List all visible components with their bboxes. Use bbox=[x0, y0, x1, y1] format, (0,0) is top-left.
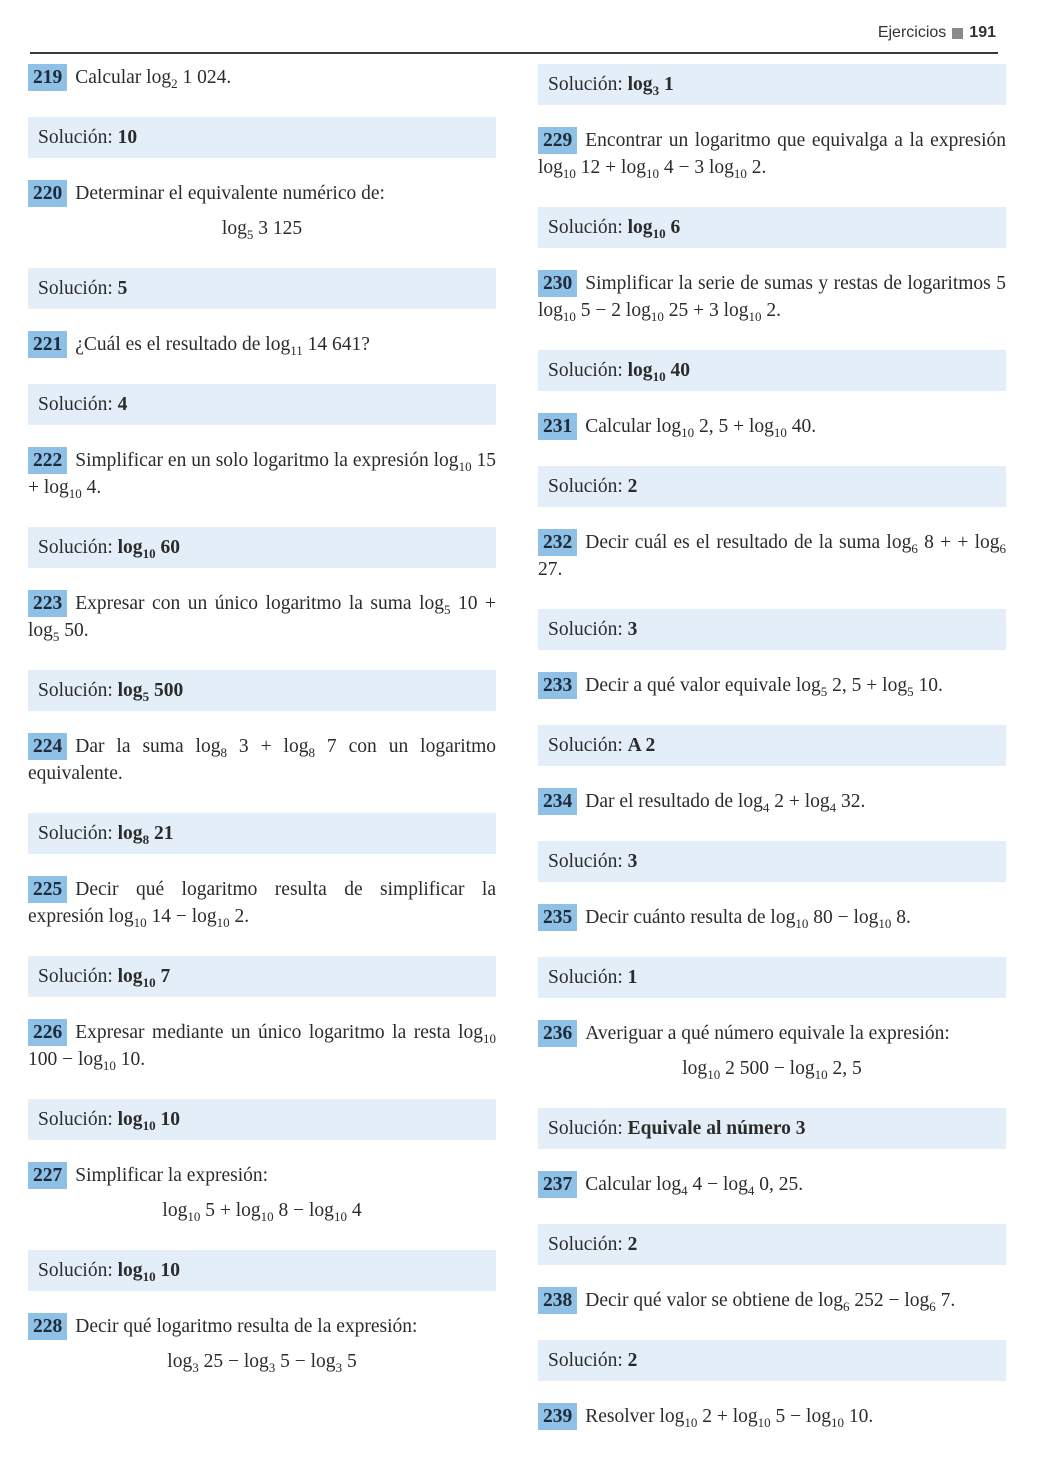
solution-value: 3 bbox=[627, 619, 638, 640]
solution-value: $\log_{10} 60$ bbox=[117, 537, 180, 561]
exercise-text: Expresar con un único logaritmo la suma $\log_5 10 + \log_5 50$. bbox=[28, 593, 496, 644]
exercise-number: 238 bbox=[538, 1287, 577, 1314]
exercise-item bbox=[28, 447, 496, 501]
solution-value: Equivale al número 3 bbox=[627, 1118, 806, 1139]
solution-box bbox=[28, 813, 496, 854]
solution-value: $\log_{10} 10$ bbox=[117, 1260, 180, 1284]
page-header bbox=[30, 22, 998, 54]
solution-value: $\log_{10} 6$ bbox=[627, 217, 681, 241]
exercise-text: Decir cuál es el resultado de la suma $\log_6 8$ + + $\log_6 27$. bbox=[538, 532, 1006, 580]
solution-label: Solución: bbox=[548, 1118, 623, 1139]
exercise-item bbox=[28, 331, 496, 358]
exercise-number: 221 bbox=[28, 331, 67, 358]
solution-label: Solución: bbox=[38, 537, 113, 558]
header-right bbox=[878, 24, 996, 42]
exercise-number: 227 bbox=[28, 1162, 67, 1189]
exercise-number: 225 bbox=[28, 876, 67, 903]
exercise-text: Encontrar un logaritmo que equivalga a la expresión $\log_{10} 12 + \log_{10} 4 - 3$ $\log_{10} 2$. bbox=[538, 130, 1006, 181]
solution-box bbox=[28, 527, 496, 568]
solution-label: Solución: bbox=[38, 394, 113, 415]
solution-label: Solución: bbox=[548, 967, 623, 988]
solution-label: Solución: bbox=[548, 476, 623, 497]
right-column bbox=[538, 64, 1006, 1430]
solution-label: Solución: bbox=[38, 1109, 113, 1130]
exercise-number: 239 bbox=[538, 1403, 577, 1430]
solution-box bbox=[28, 1099, 496, 1140]
exercise-text: Determinar el equivalente numérico de: bbox=[75, 183, 385, 204]
exercise-item bbox=[538, 788, 1006, 815]
section-title: Ejercicios bbox=[877, 24, 947, 41]
solution-label: Solución: bbox=[38, 966, 113, 987]
exercise-number: 232 bbox=[538, 529, 577, 556]
solution-value: 1 bbox=[627, 967, 638, 988]
exercise-item bbox=[538, 1287, 1006, 1314]
solution-box bbox=[538, 725, 1006, 766]
exercise-item bbox=[538, 529, 1006, 583]
exercise-formula: $\log_3 25 - \log_3 5 - \log_3 5$ bbox=[167, 1351, 357, 1375]
solution-label: Solución: bbox=[548, 1350, 623, 1371]
solution-label: Solución: bbox=[38, 278, 113, 299]
solution-label: Solución: bbox=[548, 851, 623, 872]
solution-box bbox=[538, 1108, 1006, 1149]
exercise-text: Dar la suma $\log_8 3 + \log_8 7$ con un logaritmo equivalente. bbox=[28, 736, 496, 784]
exercise-item bbox=[538, 672, 1006, 699]
exercise-text: ¿Cuál es el resultado de $\log_{11} 14$ 641? bbox=[75, 334, 370, 358]
exercise-text: Calcular $\log_4 4 - \log_4 0$, 25. bbox=[585, 1174, 804, 1198]
exercise-number: 229 bbox=[538, 127, 577, 154]
exercise-number: 233 bbox=[538, 672, 577, 699]
solution-box bbox=[538, 350, 1006, 391]
exercise-formula: $\log_{10} 5 + \log_{10} 8 - \log_{10} 4$ bbox=[162, 1200, 362, 1224]
exercise-item bbox=[28, 1019, 496, 1073]
solution-label: Solución: bbox=[548, 360, 623, 381]
solution-label: Solución: bbox=[38, 680, 113, 701]
solution-value: 2 bbox=[627, 1350, 638, 1371]
solution-value: $\log_{10} 10$ bbox=[117, 1109, 180, 1133]
exercise-item bbox=[538, 1171, 1006, 1198]
solution-label: Solución: bbox=[38, 823, 113, 844]
exercise-text: Resolver $\log_{10} 2 + \log_{10} 5 - \log_{10} 10$. bbox=[585, 1406, 874, 1430]
exercise-number: 219 bbox=[28, 64, 67, 91]
exercise-formula: $\log_5 3$ 125 bbox=[221, 218, 303, 242]
solution-box bbox=[538, 957, 1006, 998]
solution-value: 4 bbox=[117, 394, 128, 415]
exercise-text: Calcular $\log_{10} 2$, $5 + \log_{10} 40$. bbox=[585, 416, 817, 440]
exercise-text: Decir qué valor se obtiene de $\log_6 252 - \log_6 7$. bbox=[585, 1290, 956, 1314]
exercise-item bbox=[538, 904, 1006, 931]
solution-box bbox=[538, 466, 1006, 507]
exercise-item bbox=[538, 413, 1006, 440]
solution-value: $\log_{10} 7$ bbox=[117, 966, 171, 990]
exercise-text: Averiguar a qué número equivale la expresión: bbox=[585, 1023, 950, 1044]
exercise-number: 235 bbox=[538, 904, 577, 931]
solution-label: Solución: bbox=[38, 1260, 113, 1281]
exercise-item bbox=[28, 590, 496, 644]
exercise-number: 237 bbox=[538, 1171, 577, 1198]
exercise-number: 220 bbox=[28, 180, 67, 207]
exercise-number: 224 bbox=[28, 733, 67, 760]
exercise-number: 226 bbox=[28, 1019, 67, 1046]
exercise-item bbox=[538, 270, 1006, 324]
exercise-number: 223 bbox=[28, 590, 67, 617]
solution-box bbox=[538, 609, 1006, 650]
exercise-text: Decir qué logaritmo resulta de la expresión: bbox=[75, 1316, 418, 1337]
solution-value: 10 bbox=[117, 127, 138, 148]
solution-box bbox=[538, 841, 1006, 882]
exercise-text: Dar el resultado de $\log_4 2 + \log_4 32$. bbox=[585, 791, 866, 815]
exercise-text: Decir cuánto resulta de $\log_{10} 80 - \log_{10} 8$. bbox=[585, 907, 911, 931]
exercise-number: 228 bbox=[28, 1313, 67, 1340]
exercise-number: 236 bbox=[538, 1020, 577, 1047]
page-number: 191 bbox=[969, 24, 996, 41]
exercise-item bbox=[28, 1162, 496, 1189]
exercise-item bbox=[28, 1313, 496, 1340]
left-column bbox=[28, 64, 496, 1375]
solution-label: Solución: bbox=[548, 1234, 623, 1255]
solution-label: Solución: bbox=[548, 735, 623, 756]
solution-box bbox=[28, 956, 496, 997]
solution-label: Solución: bbox=[38, 127, 113, 148]
exercise-text: Decir qué logaritmo resulta de simplificar la expresión $\log_{10} 14 - \log_{10} 2$. bbox=[28, 879, 496, 930]
solution-label: Solución: bbox=[548, 74, 623, 95]
exercise-item bbox=[28, 876, 496, 930]
solution-box bbox=[538, 1224, 1006, 1265]
exercise-item bbox=[28, 733, 496, 787]
exercise-item bbox=[538, 1020, 1006, 1047]
solution-value: $\log_5 500$ bbox=[117, 680, 184, 704]
exercise-item bbox=[28, 64, 496, 91]
exercise-number: 231 bbox=[538, 413, 577, 440]
exercise-text: Simplificar en un solo logaritmo la expresión $\log_{10} 15 + \log_{10} 4$. bbox=[28, 450, 496, 501]
solution-value: 3 bbox=[627, 851, 638, 872]
exercise-number: 222 bbox=[28, 447, 67, 474]
exercise-item bbox=[28, 180, 496, 207]
exercise-item bbox=[538, 1403, 1006, 1430]
solution-box bbox=[538, 207, 1006, 248]
exercise-text: Simplificar la serie de sumas y restas de logaritmos 5 $\log_{10} 5 - 2$ $\log_{10} 25 + 3$ $\log_{10} 2$. bbox=[538, 273, 1006, 324]
solution-value: 2 bbox=[627, 476, 638, 497]
solution-box bbox=[28, 117, 496, 158]
solution-value: $\log_3 1$ bbox=[627, 74, 674, 98]
solution-value: 5 bbox=[117, 278, 128, 299]
solution-box bbox=[28, 384, 496, 425]
solution-label: Solución: bbox=[548, 619, 623, 640]
exercise-text: Simplificar la expresión: bbox=[75, 1165, 269, 1186]
exercise-item bbox=[538, 127, 1006, 181]
solution-box bbox=[28, 1250, 496, 1291]
exercise-text: Calcular $\log_2 1$ 024. bbox=[75, 67, 232, 91]
exercise-text: Expresar mediante un único logaritmo la resta $\log_{10} 100 - \log_{10} 10$. bbox=[28, 1022, 496, 1073]
solution-value: $\log_{10} 40$ bbox=[627, 360, 690, 384]
solution-box bbox=[28, 268, 496, 309]
square-icon bbox=[952, 28, 963, 39]
exercise-text: Decir a qué valor equivale $\log_5 2$, $5 + \log_5 10$. bbox=[585, 675, 943, 699]
exercise-formula: $\log_{10} 2$ $500 - \log_{10} 2$, 5 bbox=[682, 1058, 862, 1082]
solution-label: Solución: bbox=[548, 217, 623, 238]
exercise-number: 234 bbox=[538, 788, 577, 815]
solution-value: A 2 bbox=[627, 735, 656, 756]
solution-value: 2 bbox=[627, 1234, 638, 1255]
solution-box bbox=[538, 1340, 1006, 1381]
solution-value: $\log_8 21$ bbox=[117, 823, 174, 847]
exercise-number: 230 bbox=[538, 270, 577, 297]
solution-box bbox=[538, 64, 1006, 105]
solution-box bbox=[28, 670, 496, 711]
